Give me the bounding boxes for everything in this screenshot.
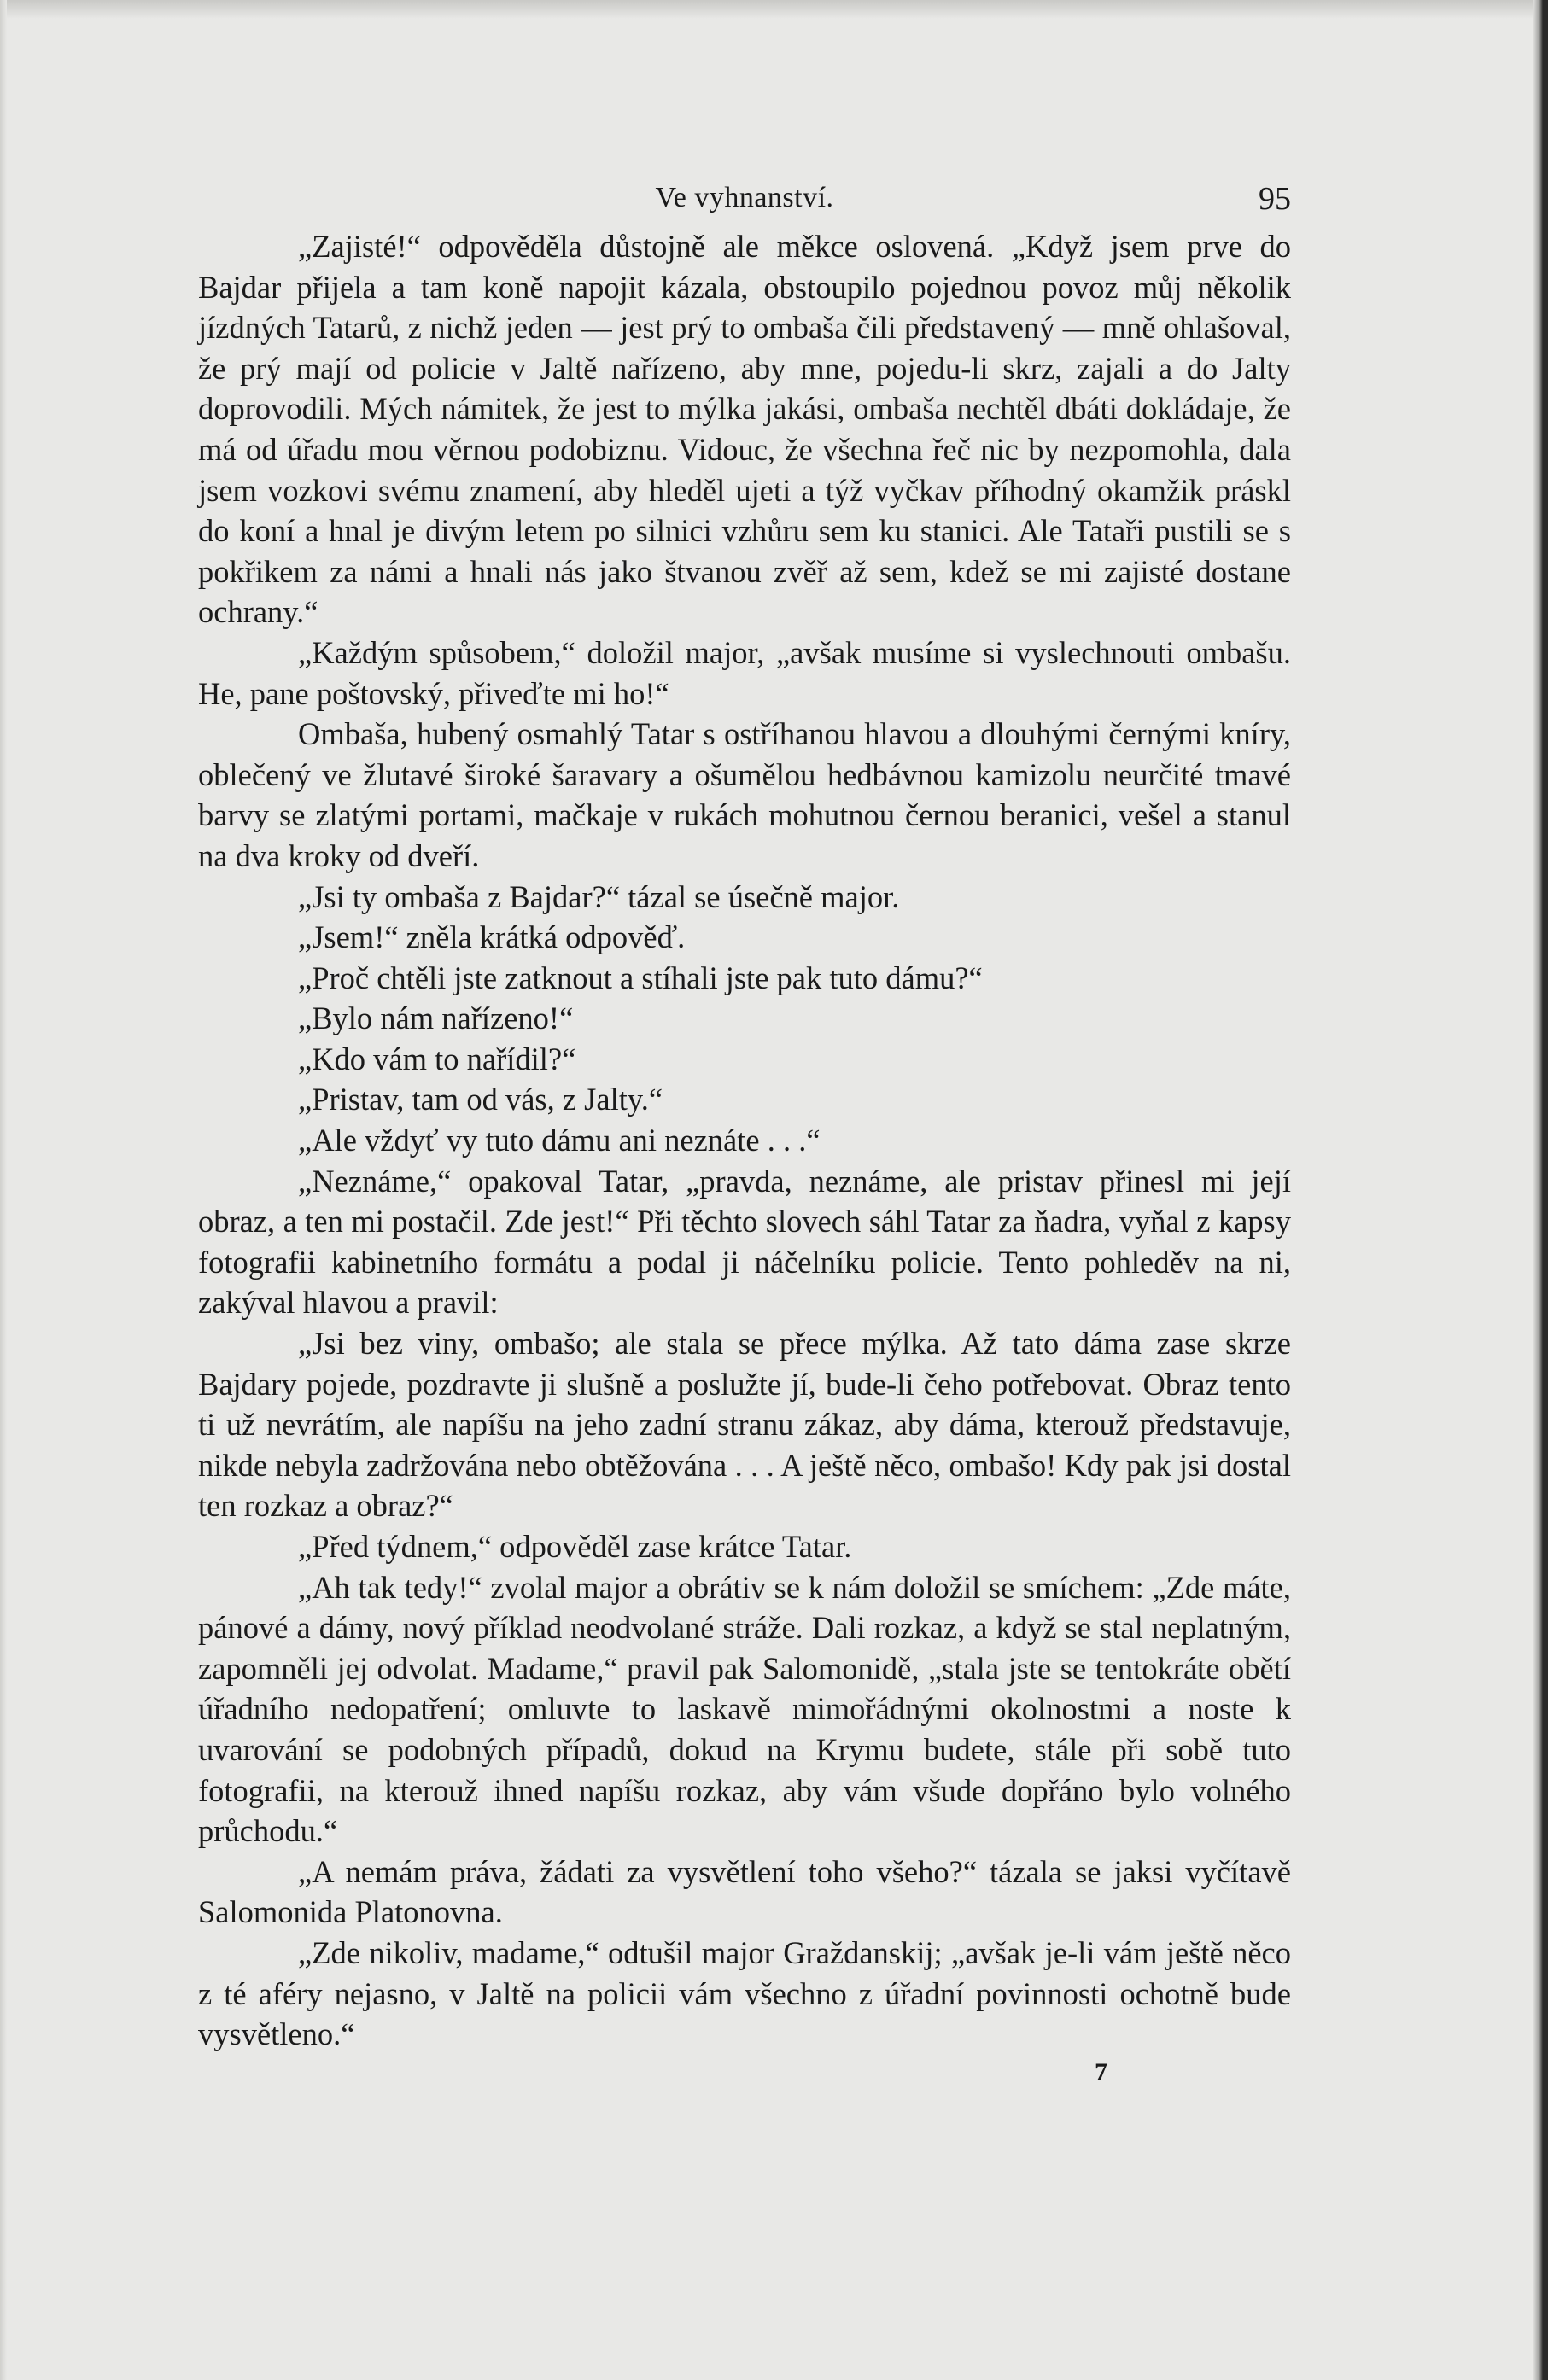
paragraph: „Ah tak tedy!“ zvolal major a obrátiv se k nám doložil se smíchem: „Zde máte, pánové a dámy, nový příklad neodvolané stráže. Dali rozkaz, a když se stal neplatným, zapomněli jej odvolat. Madame,“ pravil pak Salomonidě, „stala jste se tentokráte obětí úřadního nedopatření; omluvte to laskavě mimořádnými okolnostmi a noste k uvarování se podobných případů, dokud na Krymu budete, stále při sobě tuto fotografii, na kterouž ihned napíšu rozkaz, aby vám všude dopřáno bylo volného průchodu.“ [198,1569,1291,1849]
paragraph: „Jsi bez viny, ombašo; ale stala se přece mýlka. Až tato dáma zase skrze Bajdary pojede, pozdravte ji slušně a poslužte jí, bude-li čeho potřebovat. Obraz tento ti už nevrátím, ale napíšu na jeho zadní stranu zákaz, aby dáma, kterouž představuje, nikde nebyla zadržována nebo obtěžována . . . A ještě něco, ombašo! Kdy pak jsi dostal ten rozkaz a obraz?“ [198,1326,1291,1524]
paragraph: „Každým spůsobem,“ doložil major, „avšak musíme si vyslechnouti ombašu. He, pane poštovský, přiveďte mi ho!“ [198,634,1291,711]
paragraph: „Zde nikoliv, madame,“ odtušil major Graždanskij; „avšak je-li vám ještě něco z té aféry nejasno, v Jaltě na policii vám všechno z úřadní povinnosti ochotně bude vysvětleno.“ [198,1934,1291,2052]
paragraph: „Jsem!“ zněla krátká odpověď. [298,919,686,955]
paragraph: „Ale vždyť vy tuto dámu ani neznáte . . .“ [298,1123,821,1158]
book-page [198,175,1291,2097]
running-title: Ve vyhnanství. [655,182,834,213]
scan-edge-right [1533,0,1548,2380]
body-text [198,226,1291,2055]
signature-footer [198,2055,1291,2097]
paragraph: „Proč chtěli jste zatknout a stíhali jste pak tuto dámu?“ [298,960,983,995]
paragraph: „A nemám práva, žádati za vysvětlení toho všeho?“ tázala se jaksi vyčítavě Salomonida Platonovna. [198,1853,1291,1930]
signature-mark: 7 [1095,2057,1107,2086]
scan-edge-left [0,0,7,2380]
paragraph: „Pristav, tam od vás, z Jalty.“ [298,1082,663,1117]
paragraph: „Kdo vám to nařídil?“ [298,1041,576,1076]
scan-edge-top [0,0,1548,19]
paragraph: „Před týdnem,“ odpověděl zase krátce Tatar. [298,1529,852,1564]
page-number: 95 [1259,181,1291,217]
paragraph: „Zajisté!“ odpověděla důstojně ale měkce oslovená. „Když jsem prve do Bajdar přijela a tam koně napojit kázala, obstoupilo pojednou povoz můj několik jízdných Tatarů, z nichž jeden — jest prý to ombaša čili představený — mně ohlašoval, že prý mají od policie v Jaltě nařízeno, aby mne, pojedu-li skrz, zajali a do Jalty doprovodili. Mých námitek, že jest to mýlka jakási, ombaša nechtěl dbáti dokládaje, že má od úřadu mou věrnou podobiznu. Vidouc, že všechna řeč nic by nezpomohla, dala jsem vozkovi svému znamení, aby hleděl ujeti a týž vyčkav příhodný okamžik práskl do koní a hnal je divým letem po silnici vzhůru sem ku stanici. Ale Tataři pustili se s pokřikem za námi a hnali nás jako štvanou zvěř až sem, kdež se mi zajisté dostane ochrany.“ [198,229,1291,630]
paragraph: „Jsi ty ombaša z Bajdar?“ tázal se úsečně major. [298,878,900,914]
paragraph: „Neznáme,“ opakoval Tatar, „pravda, neznáme, ale pristav přinesl mi její obraz, a ten mi postačil. Zde jest!“ Při těchto slovech sáhl Tatar za ňadra, vyňal z kapsy fotografii kabinetního formátu a podal ji náčelníku policie. Tento pohleděv na ni, zakýval hlavou a pravil: [198,1163,1291,1321]
running-head [198,175,1291,226]
paragraph: „Bylo nám nařízeno!“ [298,1000,574,1036]
paragraph: Ombaša, hubený osmahlý Tatar s ostříhanou hlavou a dlouhými černými kníry, oblečený ve žlutavé široké šaravary a ošumělou hedbávnou kamizolu neurčité tmavé barvy se zlatými portami, mačkaje v rukách mohutnou černou beranici, vešel a stanul na dva kroky od dveří. [198,716,1291,873]
